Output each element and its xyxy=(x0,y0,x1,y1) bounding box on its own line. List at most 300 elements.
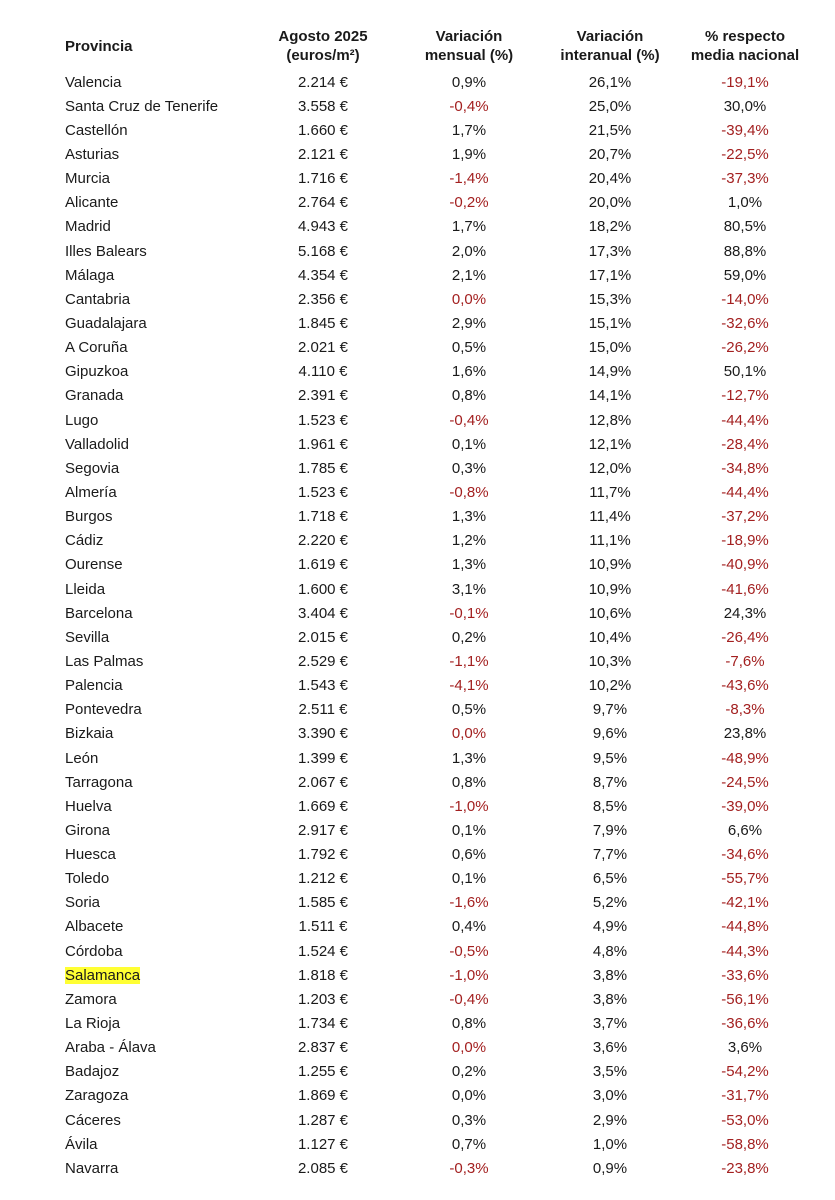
cell-mensual-text: 1,3% xyxy=(451,749,487,767)
cell-nacional xyxy=(680,577,810,601)
cell-mensual xyxy=(398,263,540,287)
cell-interanual xyxy=(540,94,680,118)
cell-precio xyxy=(248,843,398,867)
cell-provincia xyxy=(58,118,248,142)
cell-provincia-text: Málaga xyxy=(65,266,115,284)
cell-nacional xyxy=(680,239,810,263)
cell-precio xyxy=(248,70,398,94)
cell-provincia-text: Cáceres xyxy=(65,1111,121,1129)
cell-nacional xyxy=(680,360,810,384)
cell-mensual-text: -0,8% xyxy=(449,483,489,501)
table-row xyxy=(58,118,810,142)
cell-interanual-text: 8,7% xyxy=(592,773,628,791)
cell-nacional-text: 80,5% xyxy=(723,218,767,236)
cell-mensual-text: 0,0% xyxy=(451,725,487,743)
cell-precio-text: 1.523 € xyxy=(297,483,349,501)
cell-nacional xyxy=(680,480,810,504)
cell-nacional xyxy=(680,915,810,939)
cell-mensual xyxy=(398,770,540,794)
cell-nacional xyxy=(680,142,810,166)
cell-mensual xyxy=(398,963,540,987)
cell-precio-text: 1.818 € xyxy=(297,966,349,984)
cell-mensual xyxy=(398,1036,540,1060)
cell-precio-text: 2.529 € xyxy=(297,652,349,670)
cell-precio-text: 2.085 € xyxy=(297,1159,349,1177)
cell-interanual-text: 17,1% xyxy=(588,266,632,284)
cell-precio xyxy=(248,1156,398,1180)
cell-interanual xyxy=(540,746,680,770)
cell-provincia xyxy=(58,408,248,432)
cell-provincia-text: Santa Cruz de Tenerife xyxy=(65,97,219,115)
cell-nacional xyxy=(680,1036,810,1060)
cell-interanual xyxy=(540,70,680,94)
cell-interanual xyxy=(540,287,680,311)
cell-precio-text: 1.203 € xyxy=(297,990,349,1008)
cell-mensual xyxy=(398,939,540,963)
cell-precio-text: 3.558 € xyxy=(297,97,349,115)
cell-interanual-text: 21,5% xyxy=(588,121,632,139)
cell-nacional xyxy=(680,601,810,625)
cell-interanual xyxy=(540,1132,680,1156)
cell-interanual xyxy=(540,1036,680,1060)
header-mensual-line1: Variación xyxy=(435,28,503,45)
cell-precio xyxy=(248,553,398,577)
cell-interanual xyxy=(540,939,680,963)
cell-nacional-text: 1,0% xyxy=(727,194,763,212)
cell-precio xyxy=(248,1084,398,1108)
cell-nacional xyxy=(680,553,810,577)
cell-interanual-text: 15,0% xyxy=(588,339,632,357)
cell-provincia xyxy=(58,1084,248,1108)
cell-mensual xyxy=(398,987,540,1011)
cell-interanual xyxy=(540,456,680,480)
cell-nacional-text: -48,9% xyxy=(721,749,769,767)
cell-precio-text: 2.837 € xyxy=(297,1039,349,1057)
cell-provincia xyxy=(58,1036,248,1060)
cell-precio-text: 2.021 € xyxy=(297,339,349,357)
cell-nacional-text: -40,9% xyxy=(721,556,769,574)
cell-provincia-text: Burgos xyxy=(65,508,113,526)
cell-nacional-text: -24,5% xyxy=(721,773,769,791)
cell-nacional xyxy=(680,1084,810,1108)
cell-provincia xyxy=(58,432,248,456)
cell-mensual xyxy=(398,818,540,842)
cell-provincia xyxy=(58,529,248,553)
cell-provincia xyxy=(58,649,248,673)
cell-mensual-text: -4,1% xyxy=(449,677,489,695)
cell-nacional-text: -23,8% xyxy=(721,1159,769,1177)
cell-provincia xyxy=(58,577,248,601)
cell-mensual-text: 0,1% xyxy=(451,821,487,839)
cell-nacional xyxy=(680,1156,810,1180)
table-row xyxy=(58,142,810,166)
table-row xyxy=(58,891,810,915)
cell-mensual-text: -0,4% xyxy=(449,411,489,429)
cell-interanual xyxy=(540,1108,680,1132)
cell-provincia-text: La Rioja xyxy=(65,1015,121,1033)
cell-precio xyxy=(248,1036,398,1060)
cell-mensual-text: 2,0% xyxy=(451,242,487,260)
cell-mensual-text: 0,0% xyxy=(451,1087,487,1105)
cell-precio-text: 1.600 € xyxy=(297,580,349,598)
cell-provincia xyxy=(58,167,248,191)
cell-nacional xyxy=(680,867,810,891)
cell-provincia xyxy=(58,360,248,384)
cell-interanual xyxy=(540,529,680,553)
cell-interanual-text: 10,3% xyxy=(588,652,632,670)
cell-mensual xyxy=(398,1060,540,1084)
cell-mensual-text: 0,4% xyxy=(451,918,487,936)
cell-interanual-text: 20,4% xyxy=(588,170,632,188)
cell-precio xyxy=(248,698,398,722)
cell-mensual-text: 0,1% xyxy=(451,435,487,453)
cell-interanual xyxy=(540,1084,680,1108)
cell-interanual xyxy=(540,891,680,915)
cell-interanual xyxy=(540,722,680,746)
cell-mensual xyxy=(398,191,540,215)
cell-provincia-text: Illes Balears xyxy=(65,242,147,260)
cell-mensual-text: -0,4% xyxy=(449,990,489,1008)
cell-mensual-text: -1,0% xyxy=(449,797,489,815)
cell-nacional-text: -44,4% xyxy=(721,411,769,429)
cell-precio xyxy=(248,505,398,529)
cell-interanual-text: 14,9% xyxy=(588,363,632,381)
cell-nacional xyxy=(680,891,810,915)
cell-nacional xyxy=(680,505,810,529)
cell-precio xyxy=(248,167,398,191)
cell-precio xyxy=(248,263,398,287)
cell-nacional-text: -42,1% xyxy=(721,894,769,912)
cell-nacional-text: -34,6% xyxy=(721,846,769,864)
cell-interanual xyxy=(540,215,680,239)
cell-mensual xyxy=(398,553,540,577)
cell-interanual xyxy=(540,1060,680,1084)
cell-interanual xyxy=(540,601,680,625)
cell-provincia xyxy=(58,336,248,360)
cell-precio-text: 1.961 € xyxy=(297,435,349,453)
header-interanual xyxy=(540,22,680,70)
cell-precio xyxy=(248,456,398,480)
table-row xyxy=(58,601,810,625)
cell-interanual-text: 4,8% xyxy=(592,942,628,960)
table-row xyxy=(58,456,810,480)
cell-mensual-text: -1,4% xyxy=(449,170,489,188)
header-mensual-line2: mensual (%) xyxy=(424,47,514,64)
cell-nacional-text: 88,8% xyxy=(723,242,767,260)
cell-precio xyxy=(248,1132,398,1156)
cell-interanual-text: 7,9% xyxy=(592,821,628,839)
cell-provincia-text: Asturias xyxy=(65,145,120,163)
cell-precio-text: 1.669 € xyxy=(297,797,349,815)
cell-mensual xyxy=(398,215,540,239)
cell-nacional xyxy=(680,263,810,287)
cell-precio-text: 1.127 € xyxy=(297,1135,349,1153)
table-row xyxy=(58,1036,810,1060)
header-nacional-line2: media nacional xyxy=(690,47,800,64)
cell-mensual xyxy=(398,311,540,335)
cell-mensual-text: 1,9% xyxy=(451,145,487,163)
cell-interanual-text: 10,4% xyxy=(588,628,632,646)
cell-interanual-text: 4,9% xyxy=(592,918,628,936)
cell-precio-text: 1.255 € xyxy=(297,1063,349,1081)
cell-nacional xyxy=(680,818,810,842)
cell-nacional xyxy=(680,311,810,335)
cell-provincia xyxy=(58,505,248,529)
cell-precio-text: 1.511 € xyxy=(298,918,348,936)
cell-mensual xyxy=(398,915,540,939)
cell-mensual xyxy=(398,577,540,601)
cell-precio-text: 2.391 € xyxy=(297,387,349,405)
cell-interanual xyxy=(540,577,680,601)
cell-interanual xyxy=(540,963,680,987)
table-header xyxy=(58,22,810,70)
cell-precio-text: 1.543 € xyxy=(297,677,349,695)
cell-mensual-text: 1,7% xyxy=(451,121,487,139)
header-precio-line2: (euros/m²) xyxy=(286,47,360,64)
table-row xyxy=(58,794,810,818)
cell-nacional-text: -28,4% xyxy=(721,435,769,453)
cell-interanual-text: 3,8% xyxy=(592,966,628,984)
cell-provincia-text: Soria xyxy=(65,894,101,912)
cell-provincia-text: Salamanca xyxy=(65,966,141,984)
cell-mensual-text: 0,5% xyxy=(451,339,487,357)
cell-nacional xyxy=(680,384,810,408)
cell-provincia xyxy=(58,843,248,867)
cell-provincia-text: Alicante xyxy=(65,194,119,212)
cell-precio-text: 3.404 € xyxy=(297,604,349,622)
cell-nacional-text: -37,2% xyxy=(721,508,769,526)
cell-mensual xyxy=(398,408,540,432)
table-row xyxy=(58,1084,810,1108)
cell-nacional-text: -58,8% xyxy=(721,1135,769,1153)
cell-nacional-text: -32,6% xyxy=(721,314,769,332)
cell-precio xyxy=(248,311,398,335)
cell-nacional xyxy=(680,987,810,1011)
cell-provincia-text: Palencia xyxy=(65,677,123,695)
cell-nacional xyxy=(680,746,810,770)
cell-provincia-text: A Coruña xyxy=(65,339,128,357)
price-table xyxy=(58,22,810,1180)
cell-interanual xyxy=(540,263,680,287)
cell-provincia xyxy=(58,263,248,287)
cell-nacional-text: -12,7% xyxy=(721,387,769,405)
cell-precio-text: 4.943 € xyxy=(297,218,349,236)
cell-nacional xyxy=(680,191,810,215)
cell-mensual xyxy=(398,698,540,722)
cell-precio xyxy=(248,384,398,408)
cell-nacional xyxy=(680,674,810,698)
table-row xyxy=(58,239,810,263)
cell-provincia-text: Lleida xyxy=(65,580,106,598)
cell-mensual-text: 0,5% xyxy=(451,701,487,719)
cell-nacional-text: -44,3% xyxy=(721,942,769,960)
cell-nacional-text: -39,0% xyxy=(721,797,769,815)
cell-interanual xyxy=(540,480,680,504)
cell-provincia xyxy=(58,384,248,408)
table-row xyxy=(58,963,810,987)
cell-provincia xyxy=(58,915,248,939)
cell-provincia xyxy=(58,867,248,891)
header-mensual xyxy=(398,22,540,70)
cell-mensual-text: 0,6% xyxy=(451,846,487,864)
cell-mensual-text: -1,1% xyxy=(449,652,489,670)
cell-nacional xyxy=(680,1132,810,1156)
cell-interanual xyxy=(540,239,680,263)
cell-precio-text: 2.764 € xyxy=(297,194,349,212)
cell-interanual xyxy=(540,794,680,818)
cell-interanual xyxy=(540,625,680,649)
header-interanual-line2: interanual (%) xyxy=(560,47,660,64)
cell-nacional-text: -8,3% xyxy=(725,701,765,719)
cell-precio-text: 1.287 € xyxy=(297,1111,349,1129)
header-interanual-line1: Variación xyxy=(576,28,644,45)
cell-nacional xyxy=(680,336,810,360)
cell-mensual-text: 1,3% xyxy=(451,556,487,574)
cell-nacional-text: -54,2% xyxy=(721,1063,769,1081)
cell-nacional-text: 24,3% xyxy=(723,604,767,622)
cell-provincia-text: Valencia xyxy=(65,73,122,91)
table-row xyxy=(58,698,810,722)
table-row xyxy=(58,577,810,601)
cell-mensual xyxy=(398,70,540,94)
cell-mensual-text: 1,7% xyxy=(451,218,487,236)
cell-nacional-text: -55,7% xyxy=(721,870,769,888)
cell-provincia-text: Almería xyxy=(65,483,117,501)
cell-nacional-text: -31,7% xyxy=(721,1087,769,1105)
cell-provincia xyxy=(58,1060,248,1084)
cell-interanual-text: 10,9% xyxy=(588,556,632,574)
table-row xyxy=(58,1060,810,1084)
cell-precio xyxy=(248,287,398,311)
header-row xyxy=(58,22,810,70)
cell-mensual-text: -0,3% xyxy=(449,1159,489,1177)
cell-nacional-text: 30,0% xyxy=(723,97,767,115)
table-row xyxy=(58,191,810,215)
cell-mensual xyxy=(398,287,540,311)
header-nacional-line1: % respecto xyxy=(704,28,786,45)
cell-precio-text: 1.845 € xyxy=(297,314,349,332)
cell-precio xyxy=(248,915,398,939)
cell-interanual-text: 12,0% xyxy=(588,459,632,477)
cell-nacional xyxy=(680,794,810,818)
table-row xyxy=(58,94,810,118)
cell-precio-text: 1.718 € xyxy=(297,508,349,526)
cell-mensual xyxy=(398,722,540,746)
cell-mensual xyxy=(398,843,540,867)
cell-provincia xyxy=(58,239,248,263)
cell-interanual xyxy=(540,360,680,384)
cell-interanual xyxy=(540,505,680,529)
cell-provincia xyxy=(58,770,248,794)
cell-interanual-text: 8,5% xyxy=(592,797,628,815)
cell-provincia-text: Toledo xyxy=(65,870,110,888)
cell-precio xyxy=(248,649,398,673)
cell-mensual-text: 0,0% xyxy=(451,290,487,308)
cell-provincia-text: Las Palmas xyxy=(65,652,144,670)
cell-interanual xyxy=(540,167,680,191)
cell-provincia xyxy=(58,891,248,915)
cell-provincia-text: Bizkaia xyxy=(65,725,114,743)
cell-interanual-text: 26,1% xyxy=(588,73,632,91)
cell-mensual xyxy=(398,1084,540,1108)
header-precio xyxy=(248,22,398,70)
cell-mensual xyxy=(398,480,540,504)
cell-interanual xyxy=(540,867,680,891)
cell-precio xyxy=(248,1108,398,1132)
cell-interanual xyxy=(540,142,680,166)
cell-provincia-text: Gipuzkoa xyxy=(65,363,129,381)
cell-nacional-text: -39,4% xyxy=(721,121,769,139)
cell-provincia xyxy=(58,70,248,94)
cell-nacional xyxy=(680,963,810,987)
cell-provincia-text: Badajoz xyxy=(65,1063,120,1081)
cell-provincia xyxy=(58,818,248,842)
cell-mensual xyxy=(398,505,540,529)
table-row xyxy=(58,215,810,239)
header-nacional xyxy=(680,22,810,70)
cell-provincia-text: Castellón xyxy=(65,121,128,139)
cell-precio-text: 5.168 € xyxy=(297,242,349,260)
cell-mensual-text: 0,9% xyxy=(451,73,487,91)
table-row xyxy=(58,432,810,456)
cell-nacional xyxy=(680,456,810,480)
cell-precio-text: 1.869 € xyxy=(297,1087,349,1105)
table-row xyxy=(58,263,810,287)
cell-precio xyxy=(248,360,398,384)
cell-interanual xyxy=(540,191,680,215)
cell-precio xyxy=(248,867,398,891)
cell-nacional-text: -44,8% xyxy=(721,918,769,936)
cell-nacional-text: 3,6% xyxy=(727,1039,763,1057)
cell-provincia-text: Girona xyxy=(65,821,111,839)
cell-nacional xyxy=(680,698,810,722)
cell-interanual xyxy=(540,432,680,456)
cell-provincia-text: Sevilla xyxy=(65,628,110,646)
cell-provincia-text: Ávila xyxy=(65,1135,98,1153)
cell-mensual-text: -0,5% xyxy=(449,942,489,960)
cell-interanual-text: 2,9% xyxy=(592,1111,628,1129)
cell-precio xyxy=(248,770,398,794)
cell-nacional-text: -19,1% xyxy=(721,73,769,91)
cell-precio xyxy=(248,94,398,118)
cell-interanual-text: 3,8% xyxy=(592,990,628,1008)
cell-precio-text: 2.067 € xyxy=(297,773,349,791)
table-row xyxy=(58,722,810,746)
cell-mensual-text: 0,1% xyxy=(451,870,487,888)
cell-precio-text: 1.785 € xyxy=(297,459,349,477)
cell-nacional-text: -22,5% xyxy=(721,145,769,163)
cell-provincia xyxy=(58,939,248,963)
cell-mensual xyxy=(398,649,540,673)
cell-provincia-text: Guadalajara xyxy=(65,314,147,332)
cell-provincia-text: Zamora xyxy=(65,990,117,1008)
cell-nacional xyxy=(680,625,810,649)
cell-nacional xyxy=(680,70,810,94)
cell-mensual xyxy=(398,239,540,263)
cell-mensual xyxy=(398,1132,540,1156)
cell-provincia xyxy=(58,1108,248,1132)
cell-interanual-text: 12,1% xyxy=(588,435,632,453)
cell-precio xyxy=(248,674,398,698)
cell-mensual-text: 3,1% xyxy=(451,580,487,598)
cell-precio-text: 4.110 € xyxy=(298,363,348,381)
cell-interanual xyxy=(540,311,680,335)
table-row xyxy=(58,674,810,698)
cell-provincia-text: Segovia xyxy=(65,459,120,477)
cell-provincia xyxy=(58,625,248,649)
cell-provincia xyxy=(58,987,248,1011)
cell-mensual xyxy=(398,456,540,480)
